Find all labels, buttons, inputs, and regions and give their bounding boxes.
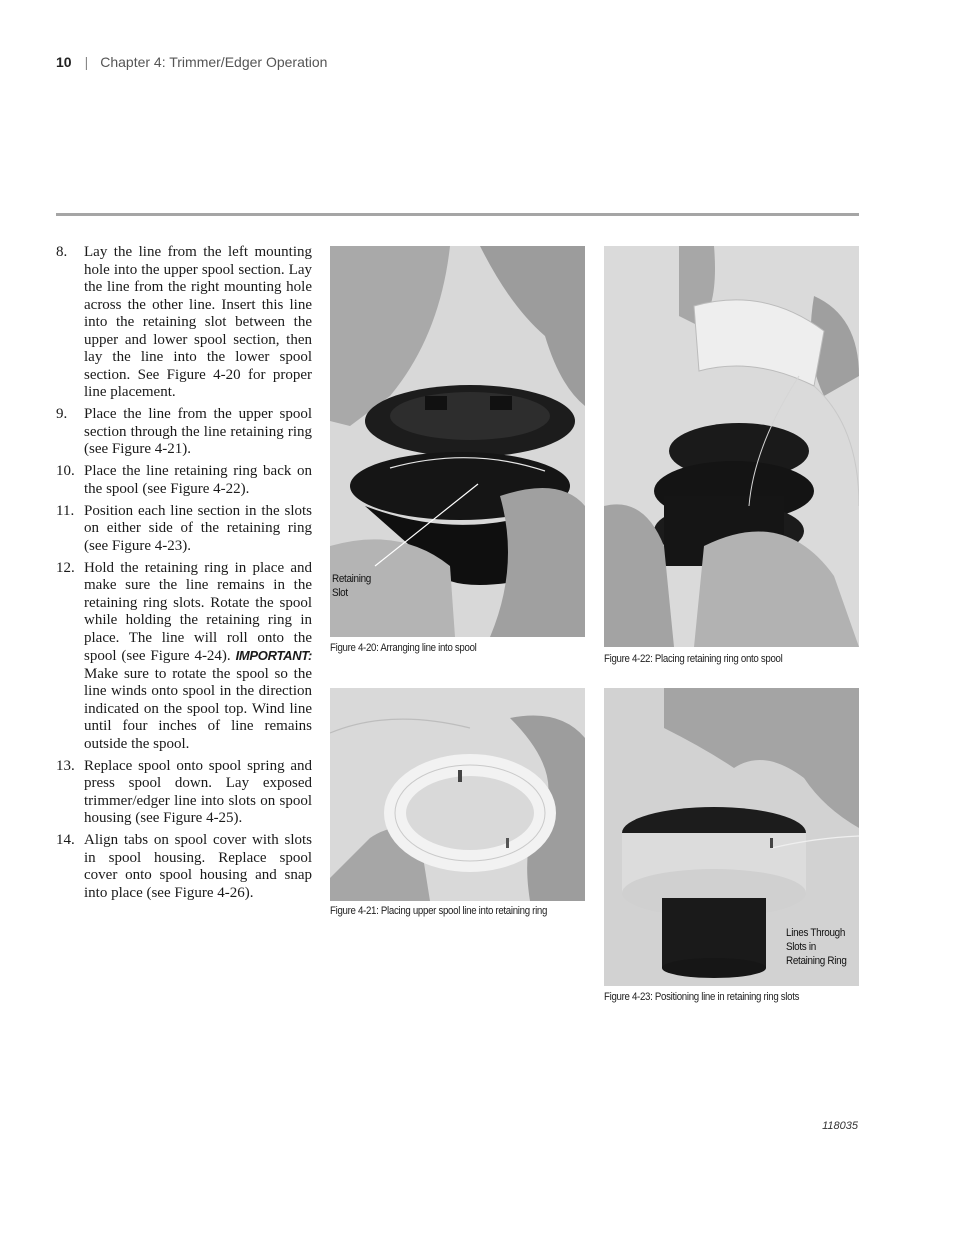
step-number: 9.	[56, 406, 68, 422]
document-number: 118035	[822, 1120, 858, 1132]
instruction-list	[56, 244, 312, 907]
horizontal-rule	[56, 213, 859, 216]
figure-4-23-photo	[604, 688, 859, 986]
step-text: Align tabs on spool cover with slots in spool housing. Replace spool cover onto spool housing and snap into place (see Figure 4-26).	[84, 832, 312, 901]
step-number: 12.	[56, 559, 75, 576]
figure-4-23-caption: Figure 4-23: Positioning line in retaining ring slots	[604, 991, 800, 1003]
lines-through-slots-callout: Lines Through Slots in Retaining Ring	[786, 927, 847, 967]
page-number: 10	[56, 54, 72, 70]
step-text: Place the line from the upper spool section through the line retaining ring (see Figure 4-21).	[84, 406, 312, 457]
step-number: 13.	[56, 757, 75, 774]
figure-4-22-caption: Figure 4-22: Placing retaining ring onto spool	[604, 653, 783, 665]
list-item	[56, 463, 312, 498]
step-text: Hold the retaining ring in place and make sure the line remains in the retaining ring slots. Rotate the spool while holding the retaining ring in place. The line will roll onto the spool (see Figure 4-24).	[84, 559, 312, 664]
step-text: Position each line section in the slots on either side of the retaining ring (see Figure 4-23).	[84, 502, 312, 554]
step-number: 8.	[56, 244, 68, 260]
figure-4-20-photo	[330, 246, 585, 637]
ring-line-photo-illustration	[330, 688, 585, 901]
important-label: IMPORTANT:	[235, 648, 312, 663]
step-number: 14.	[56, 832, 75, 848]
list-item	[56, 406, 312, 459]
step-text: Lay the line from the left mounting hole into the upper spool section. Lay the line from the right mounting hole across the other line. Insert this line into the retaining slot between the upper and lower spool section, then lay the line into the lower spool section. See Figure 4-20 for proper line placement.	[84, 244, 312, 400]
list-item	[56, 244, 312, 402]
header-separator: |	[84, 54, 89, 70]
step-number: 11.	[56, 502, 75, 519]
list-item	[56, 503, 312, 556]
figure-4-22-photo	[604, 246, 859, 647]
list-item	[56, 560, 312, 754]
list-item	[56, 832, 312, 902]
retaining-ring-photo-illustration	[604, 246, 859, 647]
running-header	[56, 54, 327, 70]
figure-4-21-caption: Figure 4-21: Placing upper spool line into retaining ring	[330, 905, 548, 917]
list-item	[56, 758, 312, 828]
important-text: Make sure to rotate the spool so the line winds onto spool in the direction indicated on the spool top. Wind line until four inches of line remains outside the spool.	[84, 665, 312, 752]
figure-4-21-photo	[330, 688, 585, 901]
step-text: Replace spool onto spool spring and press spool down. Lay exposed trimmer/edger line into slots on spool housing (see Figure 4-25).	[84, 757, 312, 826]
retaining-slot-callout: Retaining Slot	[332, 573, 371, 599]
step-number: 10.	[56, 463, 75, 479]
figure-4-20-caption: Figure 4-20: Arranging line into spool	[330, 642, 477, 654]
step-text: Place the line retaining ring back on the spool (see Figure 4-22).	[84, 463, 312, 497]
chapter-title: Chapter 4: Trimmer/Edger Operation	[100, 54, 328, 70]
